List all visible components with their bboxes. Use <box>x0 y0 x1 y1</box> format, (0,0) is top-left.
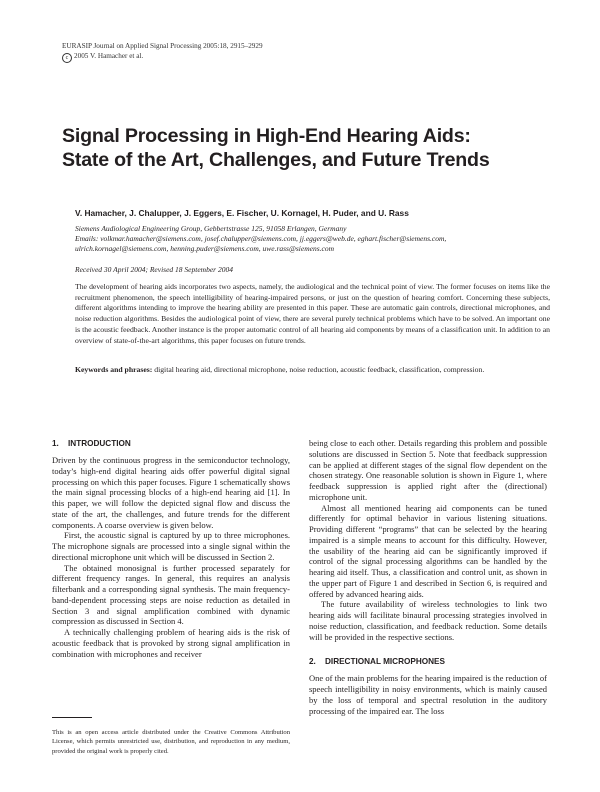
title-line-1: Signal Processing in High-End Hearing Aids: <box>62 125 471 147</box>
intro-paragraph-7: The future availability of wireless technologies to link two hearing aids will facilitate binaural processing strategies involved in noise reduction, classification, and feedback reduction. Some details will be provided in the respective sections. <box>309 599 547 642</box>
affiliation-address: Siemens Audiological Engineering Group, Gebbertstrasse 125, 91058 Erlangen, Germany <box>75 224 347 233</box>
intro-paragraph-1: Driven by the continuous progress in the semiconductor technology, today’s high-end digital hearing aids offer powerful digital signal processing on which this paper focuses. Figure 1 schematically shows the main signal processing blocks of a high-end hearing aid [1]. In this paper, we will follow the depicted signal flow and discuss the state of the art, the challenges, and future trends for the different components. A coarse overview is given below. <box>52 455 290 530</box>
license-footnote: This is an open access article distributed under the Creative Commons Attribution License, which permits unrestricted use, distribution, and reproduction in any medium, provided the original work is properly cited. <box>52 729 290 755</box>
abstract: The development of hearing aids incorporates two aspects, namely, the audiological and the technical point of view. The former focuses on items like the recruitment phenomenon, the speech intelligibility of hearing-impaired persons, or just on the question of hearing comfort. Concerning these subjects, different algorithms intending to improve the hearing ability are presented in this paper. These are automatic gain controls, directional microphones, and noise reduction algorithms. Besides the audiological point of view, there are several purely technical problems which have to be solved. An important one is the acoustic feedback. Another instance is the proper automatic control of all hearing aid components by means of a classification unit. In addition to an overview of state-of-the-art algorithms, this paper focuses on future trends. <box>75 282 550 345</box>
right-column <box>309 438 547 716</box>
journal-citation: EURASIP Journal on Applied Signal Processing 2005:18, 2915–2929 <box>62 42 263 50</box>
author-list: V. Hamacher, J. Chalupper, J. Eggers, E. Fischer, U. Kornagel, H. Puder, and U. Rass <box>75 208 409 218</box>
section-number: 2. <box>309 657 316 667</box>
copyright-text: 2005 V. Hamacher et al. <box>74 52 144 60</box>
keywords-text: digital hearing aid, directional microphone, noise reduction, acoustic feedback, classification, compression. <box>154 365 485 374</box>
affiliation-emails-2: ulrich.kornagel@siemens.com, henning.puder@siemens.com, uwe.rass@siemens.com <box>75 244 334 254</box>
section-heading-directional-microphones <box>309 656 547 667</box>
paper-title <box>62 124 542 172</box>
received-dates: Received 30 April 2004; Revised 18 September 2004 <box>75 265 233 274</box>
intro-paragraph-6: Almost all mentioned hearing aid components can be tuned differently for optimal behavior in various listening situations. Providing different “programs” that can be selected by the hearing impaired is a simple means to account for this difficulty. However, the usability of the hearing aid can be significantly improved if control of the signal processing algorithms can be handled by the hearing aid itself. Thus, a classification and control unit, as shown in the upper part of Figure 1 and described in Section 6, is required and offered by advanced hearing aids. <box>309 502 547 599</box>
keywords-label: Keywords and phrases: <box>75 365 153 374</box>
intro-paragraph-3: The obtained monosignal is further processed separately for different frequency ranges. In general, this requires an analysis filterbank and a corresponding signal synthesis. The main frequency-band-dependent processing steps are noise reduction as detailed in Section 3 and signal amplification combined with dynamic compression as discussed in Section 4. <box>52 562 290 627</box>
intro-paragraph-2: First, the acoustic signal is captured by up to three microphones. The microphone signals are processed into a single signal within the directional microphone unit which will be discussed in Section 2. <box>52 530 290 562</box>
section-heading-introduction <box>52 438 290 449</box>
copyright-icon: c <box>62 53 72 63</box>
keywords <box>75 365 550 376</box>
title-line-2: State of the Art, Challenges, and Future Trends <box>62 149 490 171</box>
affiliation-emails-1: Emails: volkmar.hamacher@siemens.com, josef.chalupper@siemens.com, jj.eggers@web.de, eghart.fischer@siemens.com, <box>75 234 447 244</box>
journal-header <box>62 41 263 63</box>
section2-paragraph-1: One of the main problems for the hearing impaired is the reduction of speech intelligibility in noisy environments, which is mainly caused by the loss of temporal and spectral resolution in the auditory processing of the impaired ear. The loss <box>309 673 547 716</box>
section-number: 1. <box>52 439 59 448</box>
affiliation-block <box>75 224 555 255</box>
copyright-line <box>62 51 263 63</box>
footnote-divider <box>52 717 92 718</box>
intro-paragraph-5: being close to each other. Details regarding this problem and possible solutions are discussed in Section 5. Note that feedback suppression can be applied at different stages of the signal flow dependent on the chosen strategy. One reasonable solution is shown in Figure 1, where feedback suppression is applied right after the (directional) microphone unit. <box>309 438 547 502</box>
section-title: DIRECTIONAL MICROPHONES <box>325 657 445 667</box>
section-title: INTRODUCTION <box>68 439 131 448</box>
intro-paragraph-4: A technically challenging problem of hearing aids is the risk of acoustic feedback that is provoked by strong signal amplification in combination with microphones and receiver <box>52 627 290 659</box>
left-column <box>52 438 290 659</box>
